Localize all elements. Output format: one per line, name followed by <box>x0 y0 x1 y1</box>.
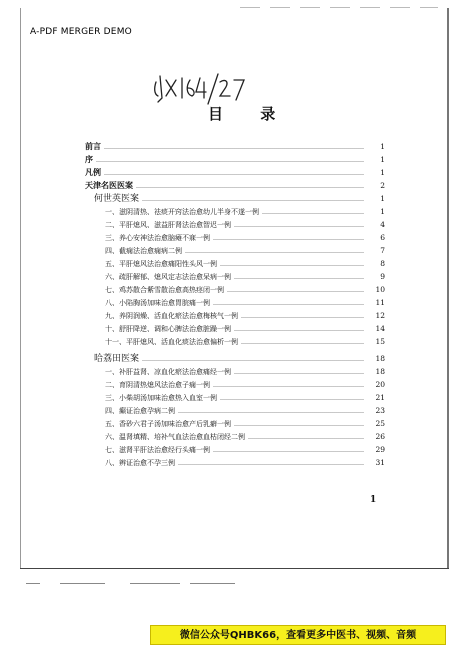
toc-entry <box>85 322 385 335</box>
toc-entry-page: 10 <box>375 285 385 294</box>
toc-entry-page: 14 <box>375 324 385 333</box>
toc-entry-label: 一、补肝益肾、凉血化瘀法治愈痛经一例 <box>105 368 231 376</box>
toc-entry-label: 凡例 <box>85 168 101 177</box>
toc-entry-page: 1 <box>380 194 385 203</box>
toc-entry-page: 12 <box>375 311 385 320</box>
toc-entry-label: 七、滋肾平肝法治愈经行头痛一例 <box>105 446 210 454</box>
scan-dash <box>330 7 350 8</box>
toc-entry <box>85 192 385 205</box>
scan-dash <box>300 7 320 8</box>
toc-entry-label: 序 <box>85 155 93 164</box>
toc-entry-page: 1 <box>380 155 385 164</box>
leader-dots <box>220 257 364 271</box>
page-bottom-edge <box>20 568 449 569</box>
leader-dots <box>241 309 364 323</box>
toc-entry-page: 1 <box>380 142 385 151</box>
handwritten-note-image <box>150 68 250 108</box>
toc-entry-page: 18 <box>375 354 385 363</box>
toc-entry <box>85 391 385 404</box>
toc-entry-page: 8 <box>380 259 385 268</box>
leader-dots <box>213 231 364 245</box>
leader-dots <box>248 430 364 444</box>
toc-entry-label: 九、养阴润燥、活血化瘀法治愈梅核气一例 <box>105 312 238 320</box>
leader-dots <box>213 443 364 457</box>
toc-entry-page: 9 <box>380 272 385 281</box>
scan-dash <box>270 7 290 8</box>
toc-entry <box>85 352 385 365</box>
toc-entry <box>85 378 385 391</box>
toc-entry-page: 11 <box>375 298 385 307</box>
toc-entry-label: 四、癫证治愈孕病二例 <box>105 407 175 415</box>
leader-dots <box>241 335 364 349</box>
leader-dots <box>142 192 364 206</box>
scan-dash <box>130 583 180 584</box>
leader-dots <box>227 283 364 297</box>
toc-entry <box>85 456 385 469</box>
toc-entry <box>85 365 385 378</box>
leader-dots <box>104 140 364 154</box>
toc-entry-label: 一、滋阴清热、祛痰开窍法治愈幼儿半身不遂一例 <box>105 208 259 216</box>
toc-entry <box>85 153 385 166</box>
toc-entry <box>85 257 385 270</box>
toc-entry <box>85 309 385 322</box>
toc-entry-label: 七、鸡苏散合紫雪散治愈高热痉闭一例 <box>105 286 224 294</box>
toc-entry <box>85 231 385 244</box>
toc-entry <box>85 404 385 417</box>
toc-entry-label: 哈荔田医案 <box>94 354 140 364</box>
toc-entry-page: 21 <box>375 393 385 402</box>
leader-dots <box>234 218 364 232</box>
toc-entry-page: 18 <box>375 367 385 376</box>
toc-entry-page: 23 <box>375 406 385 415</box>
toc-entry-label: 十、舒肝降逆、调和心脾法治愈脏躁一例 <box>105 325 231 333</box>
toc-entry-label: 八、辨证治愈不孕三例 <box>105 459 175 467</box>
toc-entry-label: 十一、平肝熄风、活血化痰法治愈偏析一例 <box>105 338 238 346</box>
leader-dots <box>220 391 364 405</box>
toc-entry-page: 7 <box>380 246 385 255</box>
toc-entry-label: 四、截痫法治愈痫病二例 <box>105 247 182 255</box>
toc-entry-label: 二、平肝熄风、滋益肝肾法治愈智迟一例 <box>105 221 231 229</box>
toc-entry-label: 前言 <box>85 142 101 151</box>
watermark: A-PDF MERGER DEMO <box>30 27 132 37</box>
toc-entry-page: 25 <box>375 419 385 428</box>
toc-entry <box>85 244 385 257</box>
leader-dots <box>213 378 364 392</box>
toc-entry-label: 三、养心安神法治愈脑瘫不寐一例 <box>105 234 210 242</box>
toc-entry-label: 天津名医医案 <box>85 181 133 190</box>
toc-entry <box>85 270 385 283</box>
toc-entry-page: 20 <box>375 380 385 389</box>
toc-entry <box>85 443 385 456</box>
toc-entry-page: 2 <box>380 181 385 190</box>
toc-entry <box>85 166 385 179</box>
page-right-edge <box>447 8 449 568</box>
toc-entry-label: 六、疏肝解郁、熄风定志法治愈呆病一例 <box>105 273 231 281</box>
toc-entry-page: 15 <box>375 337 385 346</box>
leader-dots <box>104 166 364 180</box>
toc-entry <box>85 179 385 192</box>
toc-entry-page: 26 <box>375 432 385 441</box>
toc-entry-page: 31 <box>375 458 385 467</box>
leader-dots <box>185 244 364 258</box>
toc-entry-page: 4 <box>380 220 385 229</box>
leader-dots <box>178 404 364 418</box>
scan-dash <box>360 7 380 8</box>
page-number: 1 <box>370 495 377 505</box>
scan-dash <box>390 7 410 8</box>
leader-dots <box>142 352 364 366</box>
toc-entry-label: 何世英医案 <box>94 194 140 204</box>
leader-dots <box>136 179 364 193</box>
toc-entry <box>85 140 385 153</box>
leader-dots <box>96 153 364 167</box>
toc-entry <box>85 335 385 348</box>
leader-dots <box>178 456 364 470</box>
scan-dash <box>190 583 235 584</box>
leader-dots <box>234 270 364 284</box>
toc-entry-page: 29 <box>375 445 385 454</box>
promo-banner: 微信公众号QHBK66，查看更多中医书、视频、音频 <box>150 625 446 645</box>
toc-entry <box>85 417 385 430</box>
toc-entry <box>85 205 385 218</box>
scan-dash <box>60 583 105 584</box>
toc-entry-page: 1 <box>380 168 385 177</box>
toc-entry-label: 五、香砂六君子汤加味治愈产后乳癖一例 <box>105 420 231 428</box>
toc-entry-page: 6 <box>380 233 385 242</box>
toc-entry-label: 三、小柴胡汤加味治愈热入血室一例 <box>105 394 217 402</box>
scan-dash <box>420 7 438 8</box>
leader-dots <box>262 205 364 219</box>
leader-dots <box>213 296 364 310</box>
toc-entry-label: 八、小陷胸汤加味治愈胃脘痛一例 <box>105 299 210 307</box>
toc-entry <box>85 430 385 443</box>
toc-entry-page: 1 <box>380 207 385 216</box>
toc-entry <box>85 283 385 296</box>
table-of-contents <box>85 140 385 469</box>
toc-entry-label: 五、平肝熄风法治愈痛阳性头风一例 <box>105 260 217 268</box>
toc-entry-label: 六、温肾填精、培补气血法治愈血枯闭经二例 <box>105 433 245 441</box>
leader-dots <box>234 365 364 379</box>
scan-dash <box>240 7 260 8</box>
toc-entry <box>85 218 385 231</box>
scan-dash <box>26 583 40 584</box>
leader-dots <box>234 417 364 431</box>
leader-dots <box>234 322 364 336</box>
page-left-edge <box>20 8 21 568</box>
toc-entry <box>85 296 385 309</box>
toc-entry-label: 二、育阴清热熄风法治愈子痫一例 <box>105 381 210 389</box>
toc-title: 目 录 <box>208 105 292 123</box>
